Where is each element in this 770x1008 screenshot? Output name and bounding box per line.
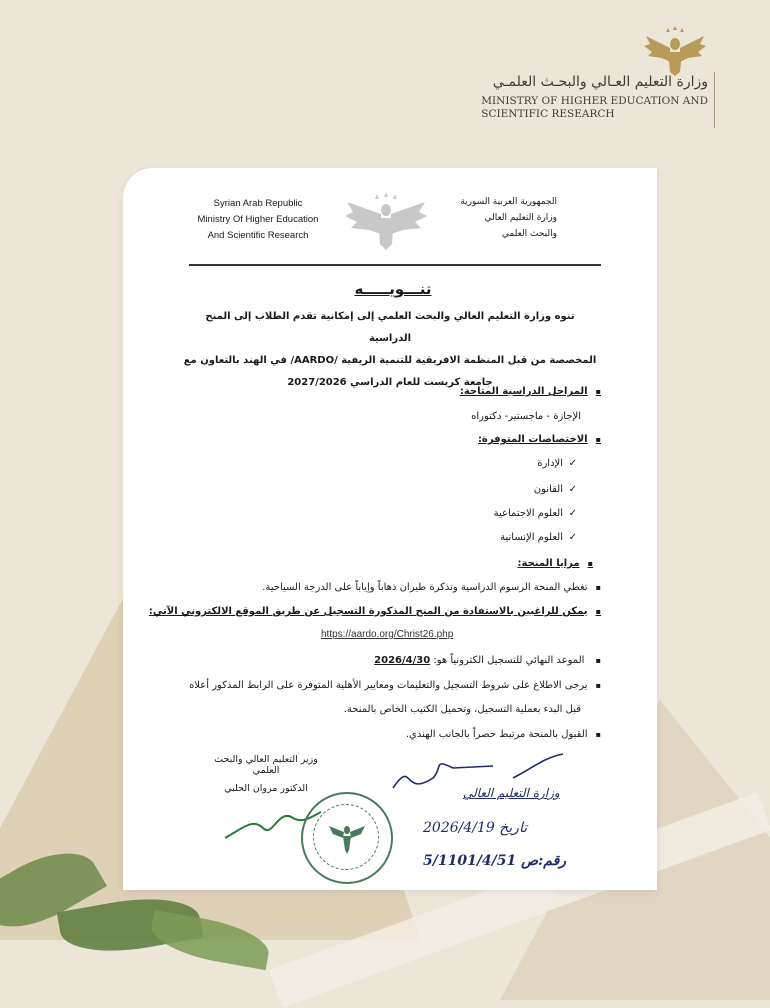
document-arabic-letterhead <box>460 194 557 242</box>
letterhead-en-line: Ministry Of Higher Education <box>197 214 319 225</box>
check-icon: ✓ <box>568 508 577 519</box>
check-icon: ✓ <box>568 484 577 495</box>
header-divider <box>714 72 715 128</box>
review-text-line2: قبل البدء بعملية التسجيل، وتحميل الكتيب الخاص بالمنحة. <box>343 704 581 715</box>
specialty-item: الإدارة <box>537 458 563 469</box>
ministry-name-english <box>481 95 708 121</box>
specialty-item: العلوم الاجتماعية <box>493 508 563 519</box>
review-text-line1: ▪ يرجى الاطلاع على شروط التسجيل والتعليمات ومعايير الأهلية المتوفرة على الرابط المذكور أعلاه <box>189 680 601 691</box>
apply-text: ▪ يمكن للراغبين بالاستفادة من المنح المذكورة التسجيل عن طريق الموقع الالكتروني الآتي: <box>149 606 601 617</box>
specialties-heading: ▪ الاختصاصات المتوفرة: <box>478 434 601 445</box>
minister-title: وزير التعليم العالي والبحث العلمي <box>214 754 318 776</box>
specialty-item: القانون <box>533 484 563 495</box>
notice-document <box>123 168 657 890</box>
intro-line: المخصصة من قبل المنظمة الافريقية للتنمية الريفية /AARDO/ في الهند بالتعاون مع <box>183 355 597 366</box>
intro-paragraph <box>183 306 597 394</box>
ministry-name-english-line1: MINISTRY OF HIGHER EDUCATION AND <box>481 95 708 107</box>
benefits-heading: ▪ مزايا المنحة: <box>518 558 594 569</box>
deadline-value: 2026/4/30 <box>374 655 431 666</box>
intro-line: تنوه وزارة التعليم العالي والبحث العلمي إلى إمكانية تقدم الطلاب إلى المنح الدراسية <box>205 311 575 344</box>
letterhead-ar-line: الجمهورية العربية السورية <box>460 197 557 207</box>
minister-name: الدكتور مروان الحلبي <box>224 783 308 794</box>
ministry-name-english-line2: SCIENTIFIC RESEARCH <box>481 108 615 120</box>
ref-value: 5/1101/4/51 <box>423 853 517 869</box>
acceptance-text: ▪ القبول بالمنحة مرتبط حصراً بالجانب الهندي. <box>406 729 601 740</box>
letterhead-ar-line: وزارة التعليم العالي <box>484 213 557 223</box>
letterhead-en-line: And Scientific Research <box>207 230 309 241</box>
levels-heading: ▪ المراحل الدراسية المتاحة: <box>460 386 601 397</box>
deadline-line <box>374 655 601 666</box>
date-label: تاريخ <box>499 820 528 836</box>
ministry-name-arabic: وزارة التعليم العـالي والبحـث العلمـي <box>492 74 708 90</box>
check-icon: ✓ <box>568 458 577 469</box>
letterhead-ar-line: والبحث العلمي <box>501 229 557 239</box>
levels-value: الإجازة - ماجستير- دكتوراه <box>471 411 581 422</box>
document-english-letterhead <box>183 196 333 244</box>
eagle-emblem-icon <box>640 22 710 78</box>
intro-line: جامعة كريست للعام الدراسي 2027/2026 <box>287 377 493 388</box>
letterhead-divider <box>189 264 601 266</box>
letterhead-en-line: Syrian Arab Republic <box>213 198 303 209</box>
office-stamp-text: وزارة التعليم العالي <box>463 786 560 800</box>
ref-label: رقم:ص <box>521 853 567 869</box>
date-line <box>423 820 527 836</box>
specialty-item: العلوم الإنسانية <box>500 532 563 543</box>
ref-line <box>423 853 566 869</box>
deadline-label: الموعد النهائي للتسجيل الكترونياً هو: <box>433 655 585 666</box>
apply-link[interactable]: https://aardo.org/Christ26.php <box>321 629 454 640</box>
syrian-eagle-icon <box>341 190 431 254</box>
date-value: 2026/4/19 <box>423 820 495 836</box>
check-icon: ✓ <box>568 532 577 543</box>
benefits-text: ▪ تغطي المنحة الرسوم الدراسية وتذكرة طيران ذهاباً وإياباً على الدرجة السياحية. <box>262 582 601 593</box>
notice-title: تنـــويـــــه <box>354 280 432 298</box>
stamp-eagle-icon <box>327 816 367 856</box>
